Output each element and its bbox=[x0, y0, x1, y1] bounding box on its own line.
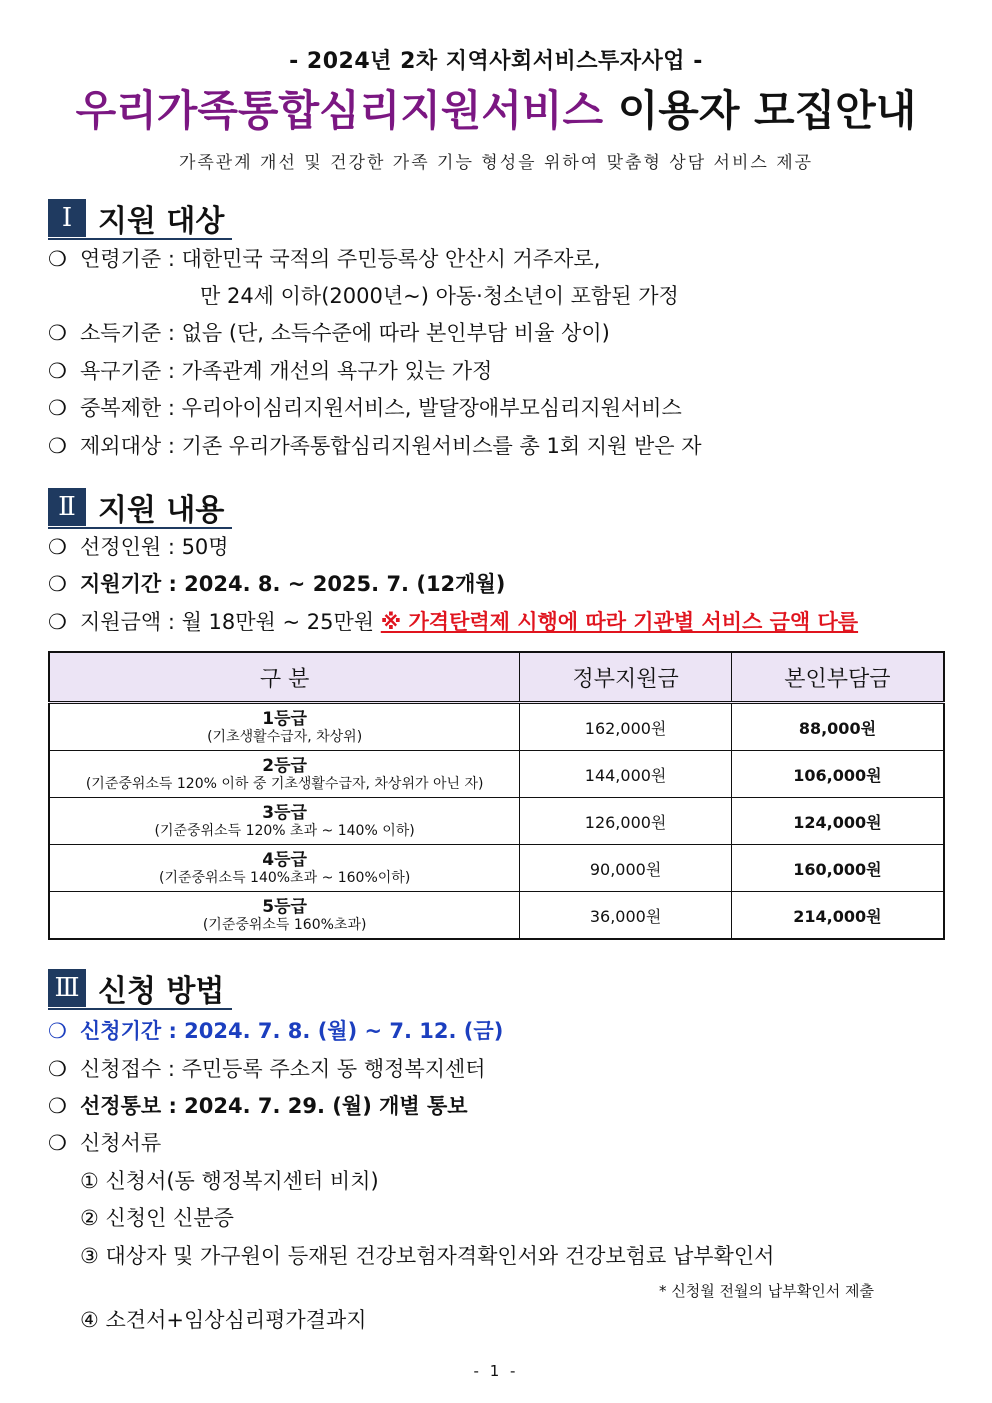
page-title bbox=[0, 78, 992, 138]
column-header-self-pay: 본인부담금 bbox=[731, 652, 944, 703]
title-recruitment: 이용자 모집안내 bbox=[617, 86, 917, 135]
document-item: ③ 대상자 및 가구원이 등재된 건강보험자격확인서와 건강보험료 납부확인서 bbox=[80, 1244, 775, 1268]
document-note: * 신청월 전월의 납부확인서 제출 bbox=[659, 1282, 874, 1300]
column-header-government-support: 정부지원금 bbox=[520, 652, 732, 703]
price-flex-note: ※ 가격탄력제 시행에 따라 기관별 서비스 금액 다름 bbox=[380, 610, 859, 634]
list-item: ❍ 선정통보 : 2024. 7. 29. (월) 개별 통보 bbox=[48, 1094, 468, 1118]
table-row: 2등급 (기준중위소득 120% 이하 중 기초생활수급자, 차상위가 아닌 자) 144,000원 106,000원 bbox=[49, 751, 944, 798]
section-1-heading bbox=[48, 198, 232, 240]
table-row: 4등급 (기준중위소득 140%초과 ~ 160%이하) 90,000원 160,000원 bbox=[49, 845, 944, 892]
list-item: ❍ 중복제한 : 우리아이심리지원서비스, 발달장애부모심리지원서비스 bbox=[48, 396, 682, 420]
section-3-heading bbox=[48, 968, 232, 1010]
table-row: 1등급 (기초생활수급자, 차상위) 162,000원 88,000원 bbox=[49, 703, 944, 751]
list-item: ❍ 신청접수 : 주민등록 주소지 동 행정복지센터 bbox=[48, 1057, 486, 1081]
section-1-number: Ⅰ bbox=[48, 199, 86, 237]
document-item: ① 신청서(동 행정복지센터 비치) bbox=[80, 1169, 379, 1193]
section-2-title: 지원 내용 bbox=[98, 493, 225, 528]
fee-table bbox=[48, 651, 945, 940]
list-item: ❍ 신청서류 bbox=[48, 1131, 162, 1155]
tagline: 가족관계 개선 및 건강한 가족 기능 형성을 위하여 맞춤형 상담 서비스 제공 bbox=[178, 153, 814, 173]
column-header-category: 구 분 bbox=[49, 652, 520, 703]
section-2-heading bbox=[48, 487, 232, 529]
title-service-name: 우리가족통합심리지원서비스 bbox=[75, 86, 604, 135]
project-subtitle: - 2024년 2차 지역사회서비스투자사업 - bbox=[289, 49, 703, 74]
list-item: ❍ 소득기준 : 없음 (단, 소득수준에 따라 본인부담 비율 상이) bbox=[48, 321, 610, 345]
document-item: ② 신청인 신분증 bbox=[80, 1206, 234, 1230]
list-item: ❍ 선정인원 : 50명 bbox=[48, 535, 229, 559]
page-number: - 1 - bbox=[473, 1362, 519, 1380]
table-row: 3등급 (기준중위소득 120% 초과 ~ 140% 이하) 126,000원 124,000원 bbox=[49, 798, 944, 845]
section-2-number: Ⅱ bbox=[48, 488, 86, 526]
list-item: ❍ 연령기준 : 대한민국 국적의 주민등록상 안산시 거주자로, bbox=[48, 247, 601, 271]
section-3-number: Ⅲ bbox=[48, 969, 86, 1007]
list-item: ❍ 욕구기준 : 가족관계 개선의 욕구가 있는 가정 bbox=[48, 359, 493, 383]
section-3-title: 신청 방법 bbox=[98, 974, 225, 1009]
list-item: ❍ 지원금액 : 월 18만원 ~ 25만원 ※ 가격탄력제 시행에 따라 기관별 서비스 금액 다름 bbox=[48, 610, 859, 634]
section-1-title: 지원 대상 bbox=[98, 204, 225, 239]
document-item: ④ 소견서+임상심리평가결과지 bbox=[80, 1308, 367, 1332]
list-item: ❍ 신청기간 : 2024. 7. 8. (월) ~ 7. 12. (금) bbox=[48, 1019, 504, 1043]
list-item-continuation: 만 24세 이하(2000년~) 아동·청소년이 포함된 가정 bbox=[200, 284, 679, 308]
table-row: 5등급 (기준중위소득 160%초과) 36,000원 214,000원 bbox=[49, 892, 944, 940]
list-item: ❍ 제외대상 : 기존 우리가족통합심리지원서비스를 총 1회 지원 받은 자 bbox=[48, 434, 702, 458]
list-item: ❍ 지원기간 : 2024. 8. ~ 2025. 7. (12개월) bbox=[48, 572, 506, 596]
